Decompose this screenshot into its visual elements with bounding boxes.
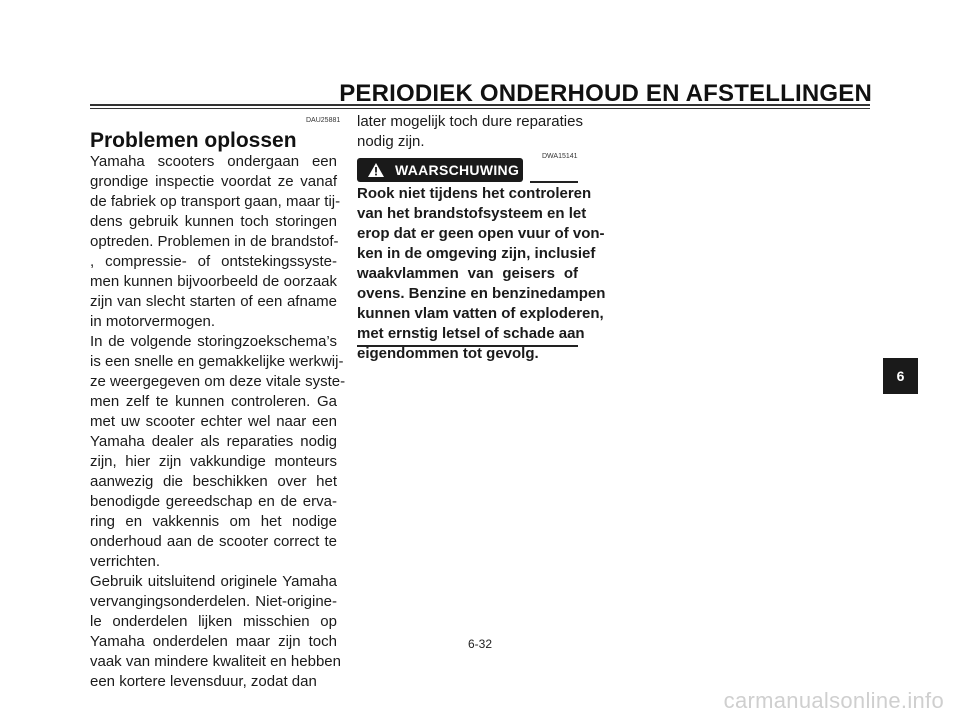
text-line: men kunnen bijvoorbeeld de oorzaak [90,273,337,290]
text-line: Rook niet tijdens het controleren [357,185,592,202]
header-rule [90,104,870,109]
warning-label: WAARSCHUWING [395,162,520,178]
warning-code: DWA15141 [542,153,578,160]
text-line: verrichten. [90,553,161,570]
text-line: men zelf te kunnen controleren. Ga [90,393,337,410]
page-title: Problemen oplossen [90,129,297,152]
text-line: eigendommen tot gevolg. [357,345,539,362]
text-line: grondige inspectie voordat ze vanaf [90,173,337,190]
text-line: dens gebruik kunnen toch storingen [90,213,337,230]
text-line: optreden. Problemen in de brandstof- [90,233,339,250]
warning-text [357,184,606,364]
text-line: nodig zijn. [357,133,425,150]
warning-badge [357,158,523,182]
text-line: zijn, hier zijn vakkundige monteurs [90,453,337,470]
text-line: in motorvermogen. [90,313,216,330]
text-line: vaak van mindere kwaliteit en hebben [90,653,341,670]
text-line: kunnen vlam vatten of exploderen, [357,305,604,322]
text-line: met uw scooter echter wel naar een [90,413,337,430]
text-line: zijn van slecht starten of een afname [90,293,337,310]
text-line: aanwezig die beschikken over het [90,473,337,490]
text-line: , compressie- of ontstekingssyste- [90,253,337,270]
chapter-tab[interactable]: 6 [883,358,918,394]
text-line: erop dat er geen open vuur of von- [357,225,605,242]
text-line: Yamaha dealer als reparaties nodig [90,433,337,450]
text-line: is een snelle en gemakkelijke werkwij- [90,353,344,370]
right-column-text [357,112,583,152]
text-line: vervangingsonderdelen. Niet-origine- [90,593,337,610]
text-line: Yamaha scooters ondergaan een [90,153,337,170]
text-line: later mogelijk toch dure reparaties [357,113,583,130]
text-line: een kortere levensduur, zodat dan [90,673,317,690]
left-code: DAU25881 [306,117,341,124]
text-line: ring en vakkennis om het nodige [90,513,337,530]
text-line: ovens. Benzine en benzinedampen [357,285,606,302]
section-header-title: PERIODIEK ONDERHOUD EN AFSTELLINGEN [339,80,872,107]
text-line: benodigde gereedschap en de erva- [90,493,337,510]
text-line: ken in de omgeving zijn, inclusief [357,245,596,262]
text-line: onderhoud aan de scooter correct te [90,533,337,550]
text-line: met ernstig letsel of schade aan [357,325,585,342]
text-line: waakvlammen van geisers of [357,265,578,282]
watermark: carmanualsonline.info [723,688,944,713]
warning-rule [530,181,578,183]
text-line: le onderdelen lijken misschien op [90,613,337,630]
text-line: van het brandstofsysteem en let [357,205,587,222]
text-line: de fabriek op transport gaan, maar tij- [90,193,341,210]
text-line: ze weergegeven om deze vitale syste- [90,373,346,390]
page-number: 6-32 [467,637,493,651]
warning-bottom-rule [357,345,578,347]
text-line: Gebruik uitsluitend originele Yamaha [90,573,337,590]
text-line: Yamaha onderdelen maar zijn toch [90,633,337,650]
warning-triangle-icon [367,162,385,178]
text-line: In de volgende storingzoekschema’s [90,333,337,350]
left-column-text [90,152,346,692]
